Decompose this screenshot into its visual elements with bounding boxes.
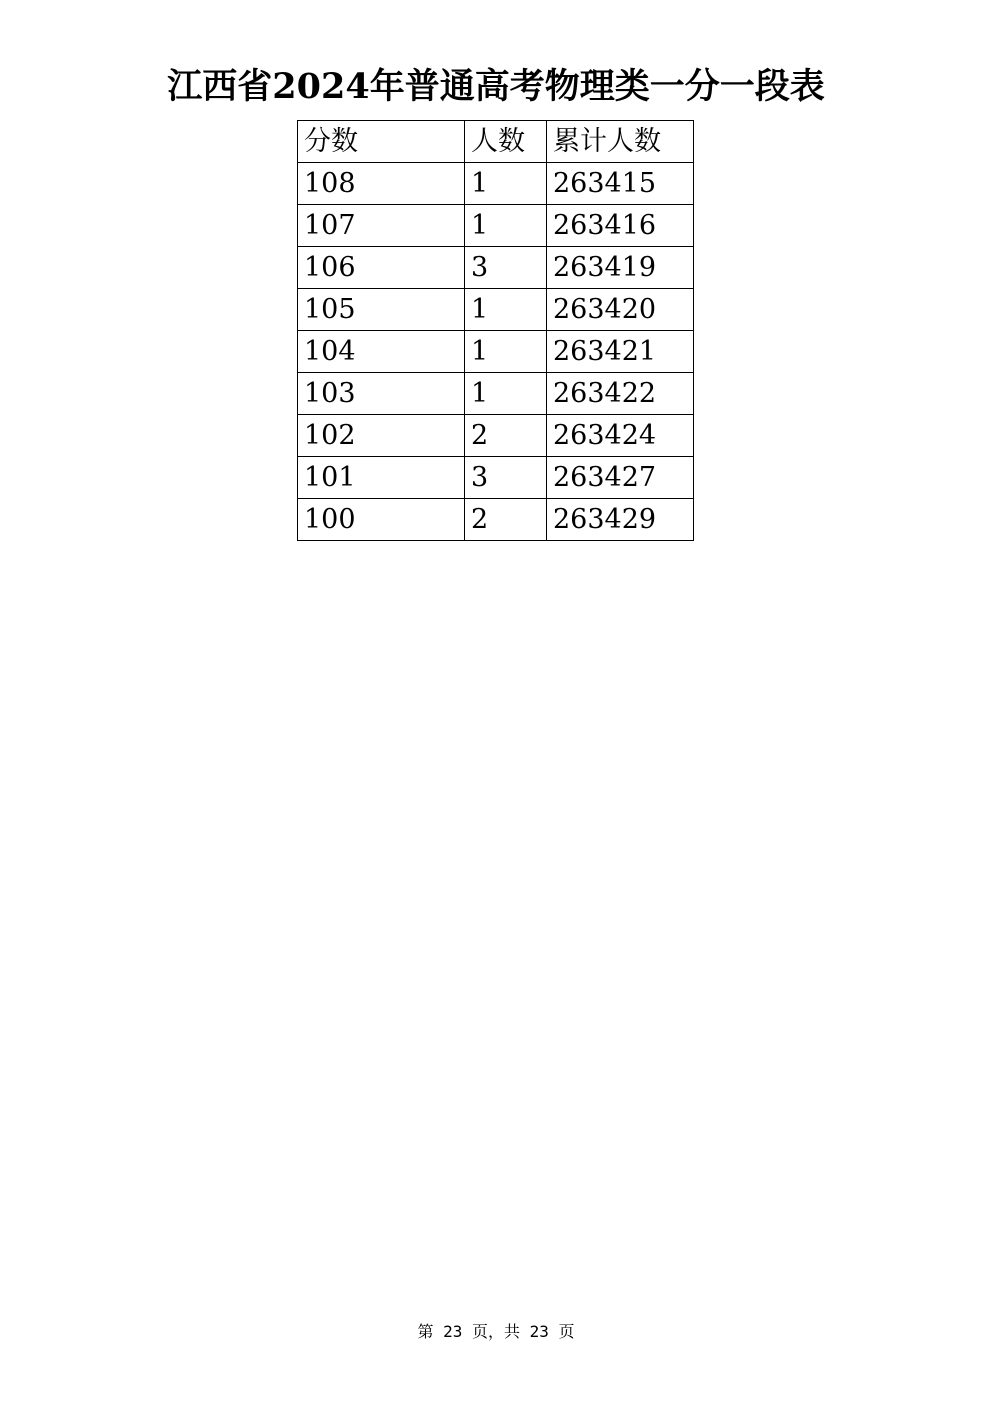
cell-count: 2 [465, 415, 547, 457]
cell-count: 2 [465, 499, 547, 541]
table-row [298, 415, 694, 457]
cell-cumulative-count: 263427 [547, 457, 694, 499]
cell-score: 107 [298, 205, 465, 247]
cell-cumulative-count: 263424 [547, 415, 694, 457]
table-row [298, 289, 694, 331]
header-score: 分数 [298, 121, 465, 163]
cell-cumulative-count: 263419 [547, 247, 694, 289]
cell-score: 101 [298, 457, 465, 499]
cell-count: 1 [465, 205, 547, 247]
cell-count: 1 [465, 289, 547, 331]
cell-score: 104 [298, 331, 465, 373]
cell-cumulative-count: 263415 [547, 163, 694, 205]
cell-cumulative-count: 263429 [547, 499, 694, 541]
cell-cumulative-count: 263421 [547, 331, 694, 373]
table-row [298, 163, 694, 205]
cell-count: 3 [465, 457, 547, 499]
cell-score: 108 [298, 163, 465, 205]
table-row [298, 457, 694, 499]
page-title: 江西省2024年普通高考物理类一分一段表 [167, 66, 825, 107]
cell-score: 100 [298, 499, 465, 541]
cell-cumulative-count: 263416 [547, 205, 694, 247]
cell-count: 3 [465, 247, 547, 289]
table-row [298, 205, 694, 247]
cell-score: 103 [298, 373, 465, 415]
cell-cumulative-count: 263420 [547, 289, 694, 331]
cell-cumulative-count: 263422 [547, 373, 694, 415]
cell-score: 102 [298, 415, 465, 457]
cell-count: 1 [465, 373, 547, 415]
cell-count: 1 [465, 331, 547, 373]
table-row [298, 247, 694, 289]
table-row [298, 331, 694, 373]
cell-count: 1 [465, 163, 547, 205]
page-number-footer: 第 23 页，共 23 页 [417, 1322, 575, 1341]
cell-score: 105 [298, 289, 465, 331]
header-count: 人数 [465, 121, 547, 163]
header-cumulative-count: 累计人数 [547, 121, 694, 163]
table-row [298, 499, 694, 541]
cell-score: 106 [298, 247, 465, 289]
table-header-row [298, 121, 694, 163]
table-row [298, 373, 694, 415]
score-distribution-table [297, 120, 694, 541]
